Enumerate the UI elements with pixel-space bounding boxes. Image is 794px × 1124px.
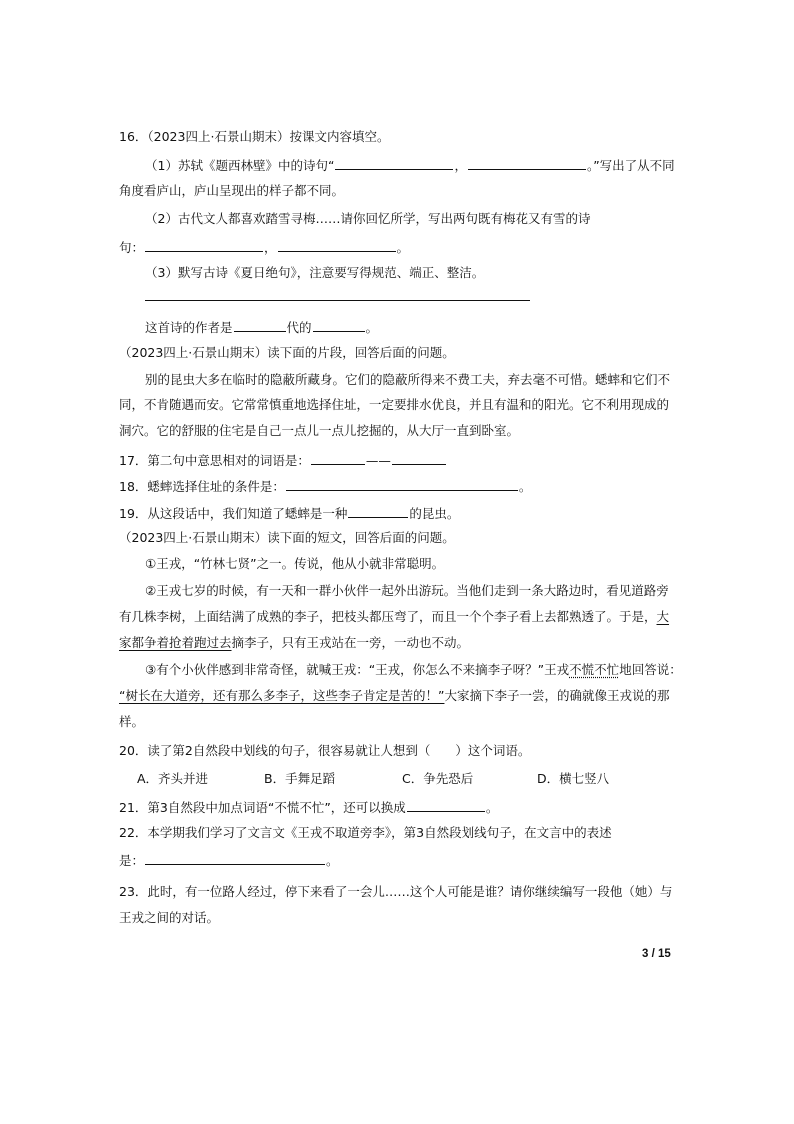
q16-author-mid: 代的	[286, 320, 312, 335]
q17	[119, 450, 447, 470]
q20-option-d[interactable]: D．横七竖八	[537, 771, 610, 786]
q16-part1-line2: 角度看庐山，庐山呈现出的样子都不同。	[119, 183, 345, 198]
q22-answer	[119, 850, 339, 870]
page-number: 3 / 15	[642, 948, 671, 960]
period: 。	[396, 240, 410, 255]
passage2-para3-line2	[119, 687, 669, 705]
q16-author	[145, 317, 378, 337]
q20-stem: 20．读了第2自然段中划线的句子，很容易就让人想到（ ）这个词语。	[119, 743, 531, 758]
q16-part1	[145, 155, 675, 175]
q23-line1: 23．此时，有一位路人经过，停下来看了一会儿……这个人可能是谁？请你继续编写一段他（她）与	[119, 884, 673, 899]
q21-stem: 21．第3自然段中加点词语“不慌不忙”，还可以换成	[119, 800, 406, 815]
passage1-line3: 洞穴。它的舒服的住宅是自己一点儿一点儿挖掘的，从大厅一直到卧室。	[119, 423, 520, 438]
q20-option-a[interactable]: A．齐头并进	[137, 771, 209, 786]
q16-part2: （2）古代文人都喜欢踏雪寻梅……请你回忆所学，写出两句既有梅花又有雪的诗	[145, 211, 591, 226]
period: 。	[518, 479, 532, 494]
q16-blank-4[interactable]	[278, 237, 396, 252]
q19-blank[interactable]	[348, 503, 408, 518]
passage2-para2-line2	[119, 608, 669, 626]
q22-blank[interactable]	[145, 850, 325, 865]
q17-blank-1[interactable]	[311, 450, 365, 465]
q16-part1-text: （1）苏轼《题西林壁》中的诗句“	[145, 158, 335, 173]
q23-line2: 王戎之间的对话。	[119, 910, 220, 925]
q16-blank-2[interactable]	[468, 155, 586, 170]
period: 。	[485, 800, 499, 815]
passage1-intro: （2023四上·石景山期末）读下面的片段，回答后面的问题。	[119, 345, 455, 360]
q20-option-b[interactable]: B．手舞足蹈	[264, 771, 336, 786]
q18-stem: 18．蟋蟀选择住址的条件是：	[119, 479, 285, 494]
q21-blank[interactable]	[407, 797, 485, 812]
q19-stem: 19．从这段话中，我们知道了蟋蟀是一种	[119, 506, 348, 521]
q16-part3: （3）默写古诗《夏日绝句》，注意要写得规范、端正、整洁。	[145, 265, 485, 280]
q16-author-prefix: 这首诗的作者是	[145, 320, 233, 335]
q16-blank-author[interactable]	[313, 317, 365, 332]
period: 。	[326, 853, 339, 868]
q17-dash: ——	[365, 453, 391, 468]
dotted-word: 不慌不忙	[569, 662, 620, 677]
passage2-intro: （2023四上·石景山期末）读下面的短文，回答后面的问题。	[119, 530, 455, 545]
q16-part2-answer	[119, 237, 409, 257]
q19-end: 的昆虫。	[409, 506, 460, 521]
passage2-para2-line3	[119, 634, 469, 652]
comma: ，	[264, 240, 277, 255]
passage2-para2-line2-text: 有几株李树，上面结满了成熟的李子，把枝头都压弯了，而且一个个李子看上去都熟透了。于是，	[119, 609, 657, 624]
q16-stem: 16．（2023四上·石景山期末）按课文内容填空。	[119, 129, 390, 144]
q16-blank-dynasty[interactable]	[234, 317, 286, 332]
q18	[119, 476, 531, 496]
q20-option-c[interactable]: C．争先恐后	[402, 771, 474, 786]
underlined-sentence-start: 大	[656, 609, 670, 624]
q19	[119, 503, 459, 523]
passage2-para1: ①王戎，“竹林七贤”之一。传说，他从小就非常聪明。	[145, 556, 445, 571]
q16-part1-end: 。”写出了从不同	[586, 158, 675, 173]
underlined-quote: “树长在大道旁，还有那么多李子，这些李子肯定是苦的！”	[119, 688, 445, 703]
passage2-para3-text: ③有个小伙伴感到非常奇怪，就喊王戎：“王戎，你怎么不来摘李子呀？”王戎	[145, 662, 570, 677]
passage2-para3-line1	[145, 661, 682, 679]
q17-blank-2[interactable]	[392, 450, 446, 465]
passage1-line1: 别的昆虫大多在临时的隐蔽所藏身。它们的隐蔽所得来不费工夫，弃去毫不可惜。蟋蟀和它们不	[145, 372, 671, 387]
comma: ，	[454, 158, 467, 173]
q18-blank[interactable]	[286, 476, 518, 491]
q21	[119, 797, 498, 817]
q22-stem: 22．本学期我们学习了文言文《王戎不取道旁李》，第3自然段划线句子，在文言中的表述	[119, 825, 612, 840]
q16-poem-answer-line[interactable]	[145, 300, 530, 301]
q16-blank-3[interactable]	[145, 237, 263, 252]
passage2-para3-line3: 样。	[119, 714, 145, 729]
q16-part2-prefix: 句：	[119, 240, 145, 255]
passage2-para2-line3-text: 摘李子，只有王戎站在一旁，一动也不动。	[231, 635, 470, 650]
passage1-line2: 同，不肯随遇而安。它常常慎重地选择住址，一定要排水优良，并且有温和的阳光。它不利用现成的	[119, 397, 670, 412]
q16-blank-1[interactable]	[335, 155, 453, 170]
passage2-para3-line2-text: 大家摘下李子一尝，的确就像王戎说的那	[444, 688, 670, 703]
period: 。	[365, 320, 379, 335]
passage2-para3-text-end: 地回答说：	[619, 662, 682, 677]
q17-stem: 17．第二句中意思相对的词语是：	[119, 453, 310, 468]
underlined-sentence: 家都争着抢着跑过去	[119, 635, 232, 650]
q22-prefix: 是：	[119, 853, 145, 868]
passage2-para2-line1: ②王戎七岁的时候，有一天和一群小伙伴一起外出游玩。当他们走到一条大路边时，看见道路旁	[145, 583, 669, 598]
